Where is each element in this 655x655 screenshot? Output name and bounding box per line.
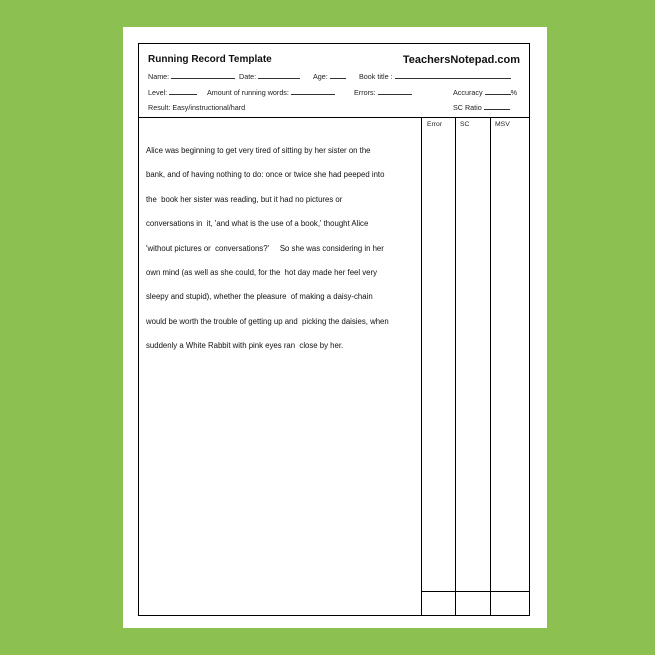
sc-column[interactable]: [456, 118, 491, 615]
error-column[interactable]: [422, 118, 456, 615]
passage-line: the book her sister was reading, but it had no pictures or: [146, 194, 343, 204]
msv-column-header: MSV: [495, 121, 510, 128]
date-field[interactable]: [258, 72, 300, 79]
reading-passage: [146, 146, 418, 366]
record-frame: [138, 43, 530, 616]
passage-line: own mind (as well as she could, for the hot day made her feel very: [146, 267, 377, 277]
result-label: Result: Easy/instructional/hard: [148, 103, 246, 112]
template-sheet: [123, 27, 547, 628]
record-body: [139, 118, 529, 615]
passage-line: 'without pictures or conversations?' So she was considering in her: [146, 243, 384, 253]
passage-line: suddenly a White Rabbit with pink eyes ran close by her.: [146, 341, 344, 351]
header-row-2: [139, 88, 529, 100]
passage-column: [139, 118, 422, 615]
book-title-field[interactable]: [395, 72, 511, 79]
passage-line: sleepy and stupid), whether the pleasure of making a daisy-chain: [146, 292, 373, 302]
running-words-label: Amount of running words:: [207, 88, 289, 97]
sc-ratio-label: SC Ratio: [453, 103, 482, 112]
msv-column[interactable]: [491, 118, 529, 615]
accuracy-label: Accuracy: [453, 88, 483, 97]
accuracy-unit: %: [510, 88, 517, 97]
age-label: Age:: [313, 72, 328, 81]
header-section: [139, 44, 529, 118]
errors-label: Errors:: [354, 88, 376, 97]
name-label: Name:: [148, 72, 170, 81]
header-row-1: [139, 72, 529, 84]
accuracy-field[interactable]: [485, 88, 511, 95]
age-field[interactable]: [330, 72, 346, 79]
level-label: Level:: [148, 88, 168, 97]
passage-line: Alice was beginning to get very tired of sitting by her sister on the: [146, 146, 371, 155]
passage-line: conversations in it, 'and what is the use of a book,' thought Alice: [146, 219, 369, 229]
errors-field[interactable]: [378, 88, 412, 95]
sc-column-header: SC: [460, 121, 470, 128]
header-row-3: [139, 103, 529, 115]
running-words-field[interactable]: [291, 88, 335, 95]
book-title-label: Book title :: [359, 72, 393, 81]
passage-line: would be worth the trouble of getting up and picking the daisies, when: [146, 316, 389, 326]
error-column-header: Error: [427, 121, 443, 128]
level-field[interactable]: [169, 88, 197, 95]
passage-line: bank, and of having nothing to do: once or twice she had peeped into: [146, 170, 385, 180]
template-title: Running Record Template: [148, 54, 272, 65]
name-field[interactable]: [171, 72, 235, 79]
date-label: Date:: [239, 72, 257, 81]
totals-row-divider: [422, 591, 529, 592]
site-name: TeachersNotepad.com: [402, 54, 520, 66]
sc-ratio-field[interactable]: [484, 103, 510, 110]
